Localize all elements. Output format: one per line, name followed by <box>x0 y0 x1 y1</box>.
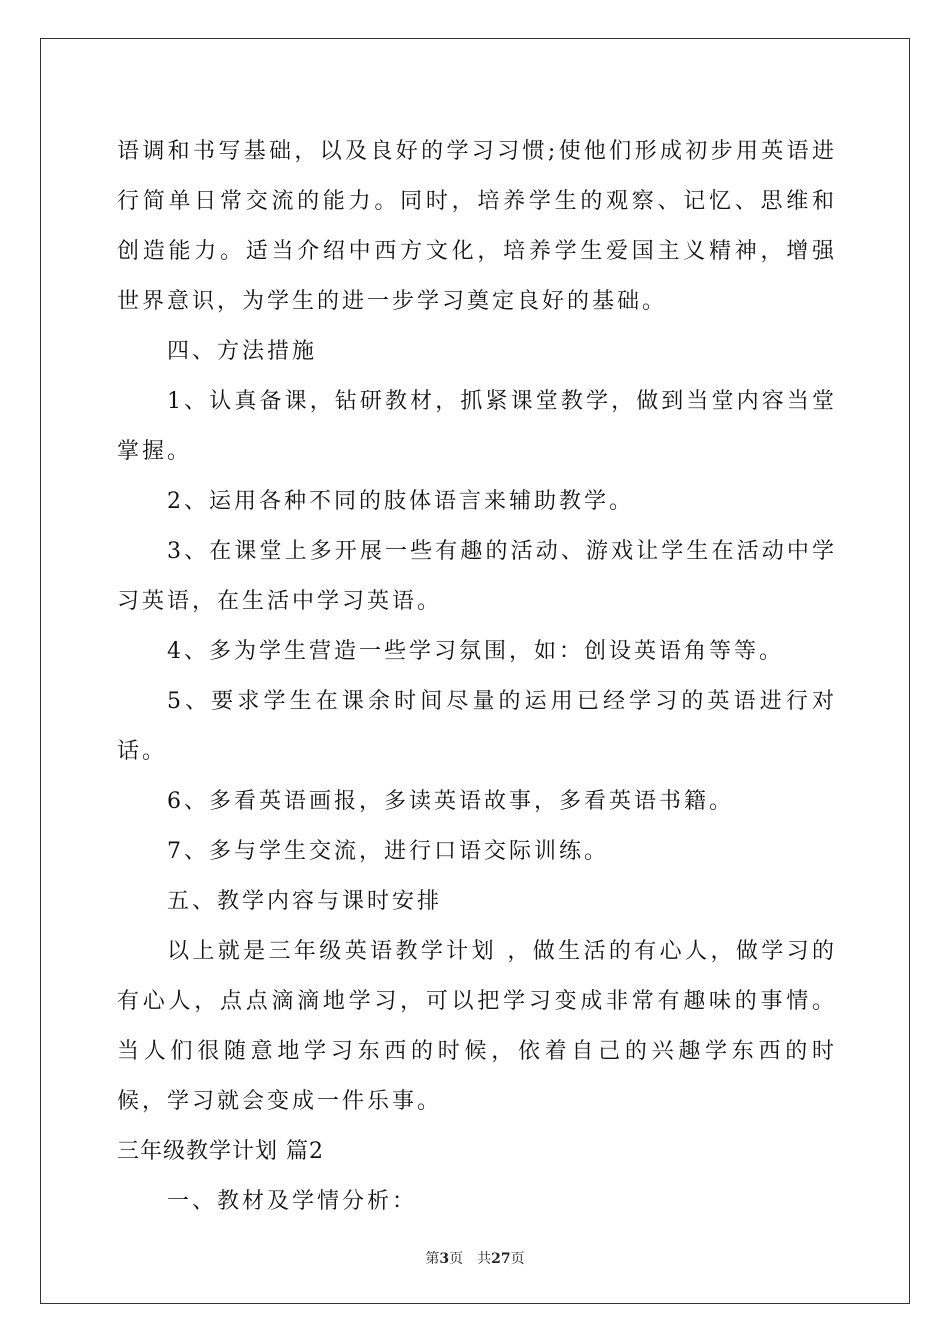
footer-mid: 页 共 <box>449 1251 492 1267</box>
footer-prefix: 第 <box>425 1251 440 1267</box>
page-footer <box>0 1248 950 1268</box>
list-item-5: 5、要求学生在课余时间尽量的运用已经学习的英语进行对话。 <box>117 689 837 764</box>
list-item-1: 1、认真备课，钻研教材，抓紧课堂教学，做到当堂内容当堂掌握。 <box>117 389 837 464</box>
footer-suffix: 页 <box>510 1251 525 1267</box>
paragraph-intro-continued: 语调和书写基础，以及良好的学习习惯;使他们形成初步用英语进行简单日常交流的能力。同时，培养学生的观察、记忆、思维和创造能力。适当介绍中西方文化，培养学生爱国主义精神，增强世界意识，为学生的进一步学习奠定良好的基础。 <box>117 139 837 314</box>
heading-methods: 四、方法措施 <box>167 339 318 364</box>
section-title: 三年级教学计划 篇2 <box>117 1139 324 1164</box>
footer-total-pages: 27 <box>491 1251 511 1267</box>
heading-content-schedule: 五、教学内容与课时安排 <box>167 889 443 914</box>
document-body <box>117 127 837 1227</box>
list-item-4: 4、多为学生营造一些学习氛围，如：创设英语角等等。 <box>167 639 784 664</box>
footer-page-number: 3 <box>439 1251 450 1267</box>
list-item-6: 6、多看英语画报，多读英语故事，多看英语书籍。 <box>167 789 734 814</box>
list-item-2: 2、运用各种不同的肢体语言来辅助教学。 <box>167 489 634 514</box>
paragraph-summary: 以上就是三年级英语教学计划 ，做生活的有心人，做学习的有心人，点点滴滴地学习，可以把学习变成非常有趣味的事情。当人们很随意地学习东西的时候，依着自己的兴趣学东西的时候，学习就会变成一件乐事。 <box>117 939 837 1114</box>
heading-materials-analysis: 一、教材及学情分析： <box>167 1189 418 1214</box>
list-item-7: 7、多与学生交流，进行口语交际训练。 <box>167 839 609 864</box>
list-item-3: 3、在课堂上多开展一些有趣的活动、游戏让学生在活动中学习英语，在生活中学习英语。 <box>117 539 837 614</box>
